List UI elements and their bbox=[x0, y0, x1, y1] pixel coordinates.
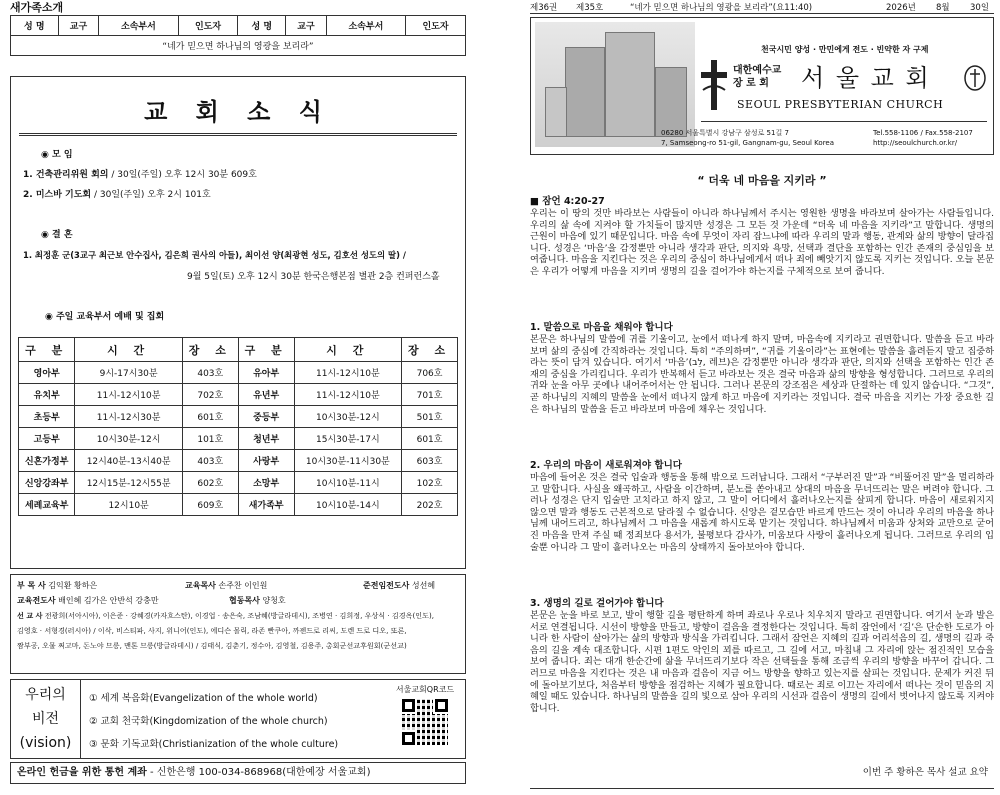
vision-item: ③ 문화 기독교화(Christianization of the whole culture) bbox=[89, 739, 339, 750]
denomination: 대한예수교 장 로 회 bbox=[733, 65, 782, 89]
church-name-english: SEOUL PRESBYTERIAN CHURCH bbox=[737, 98, 944, 111]
sermon-title: “ 더욱 네 마음을 지키라 ” bbox=[697, 174, 827, 187]
qr-label: 서울교회QR코드 bbox=[395, 685, 455, 694]
date-year: 2026년 bbox=[886, 3, 916, 13]
staff-box bbox=[10, 574, 466, 674]
contact: Tel.558-1106 / Fax.558-2107 http://seoulchurch.or.kr/ bbox=[873, 129, 973, 147]
col-header: 성 명 bbox=[11, 16, 59, 36]
table-row: 영아부 9시-17시30분 403호 유아부 11시-12시10분 706호 bbox=[19, 362, 458, 384]
meeting-item: 2. 미스바 기도회 / 30일(주일) 오후 2시 101호 bbox=[23, 190, 211, 200]
col-header: 인도자 bbox=[178, 16, 238, 36]
sermon-point: 1. 말씀으로 마음을 채워야 합니다 본문은 하나님의 말씀에 귀를 기울이고, 눈에서 떠나게 하지 말며, 마음속에 지키라고 권면합니다. 말씀을 듣고 바라보며 삶의 중심에 간직하라는 것입니다. 특히 “주의하며”, “귀를 기울이라”는 표현에는 말씀을 흘려듣지 말고 집중하라는 뜻이 담겨 있습니다. 여기서 ‘마음’(לֵב, 레브)은 감정뿐만 아니라 생각과 판단, 의지와 선택을 포함하는 인간 존재의 중심을 가리킵니다. 우리가 반복해서 듣고 바라보는 것은 결국 마음과 삶의 방향을 형성합니다. 그러므로 우리의 귀와 눈을 아무 곳에나 내어주어서는 안 됩니다. 그러나 본문의 강조점은 세상과 단절하는 데 있지 않습니다. “그것”, 곧 하나님의 지혜의 말씀을 눈에서 떠나지 않게 하고 마음에 지키라는 것입니다. 결국 마음을 지키는 가장 중요한 길은 하나님의 말씀을 듣고 바라보며 마음에 채우는 것입니다. bbox=[530, 322, 994, 415]
col-header: 시 간 bbox=[294, 338, 402, 362]
church-name: 서 울 교 회 bbox=[801, 64, 931, 92]
address: 06280 서울특별시 강남구 삼성로 51길 7 7, Samseong-ro 51-gil, Gangnam-gu, Seoul Korea bbox=[661, 129, 835, 147]
table-row: 신혼가정부 12시40분-13시40분 403호 사랑부 10시30분-11시30분 603호 bbox=[19, 450, 458, 472]
table-row: 유치부 11시-12시10분 702호 유년부 11시-12시10분 701호 bbox=[19, 384, 458, 406]
wedding-heading: ◉ 결 혼 bbox=[41, 230, 73, 240]
col-header: 인도자 bbox=[405, 16, 465, 36]
new-family-label: 새가족소개 bbox=[10, 1, 64, 14]
title-divider bbox=[19, 133, 457, 136]
table-row: 고등부 10시30분-12시 101호 청년부 15시30분-17시 601호 bbox=[19, 428, 458, 450]
motto: “네가 믿으면 하나님의 영광을 보리라” bbox=[11, 36, 466, 56]
qr-code[interactable] bbox=[387, 684, 463, 756]
table-row: 신앙강좌부 12시15분-12시55분 602호 소망부 10시10분-11시 102호 bbox=[19, 472, 458, 494]
schedule-table bbox=[18, 337, 458, 516]
masthead-divider bbox=[701, 121, 987, 122]
donation-account: 온라인 헌금을 위한 통헌 계좌 - 신한은행 100-034-868968(대한예장 서울교회) bbox=[10, 762, 466, 784]
vision-item: ② 교회 천국화(Kingdomization of the whole church) bbox=[89, 716, 328, 727]
staff-line: 교육전도사 배인혜 김가은 안반석 강충만 협동목사 양청호 bbox=[17, 596, 286, 605]
wedding-line: 1. 최정훈 군(3교구 최근보 안수집사, 김은희 권사의 아들), 최이선 양(최광현 성도, 김호선 성도의 딸) / bbox=[23, 250, 406, 260]
sermon-intro: ■ 잠언 4:20-27 우리는 이 땅의 것만 바라보는 사람들이 아니라 하나님께서 주시는 영원한 생명을 바라보며 살아가는 사람들입니다. 우리의 삶 속에 지켜야 할 가치들이 많지만 성경은 그 모든 것 가운데 “더욱 네 마음을 지키라”고 말합니다. 생명의 근원이 마음에 있기 때문입니다. 마음 속에 무엇이 자리 잡느냐에 따라 우리의 말과 행동, 관계와 삶의 방향이 달라집니다. 성경은 ‘마음’을 감정뿐만 아니라 생각과 판단, 의지와 욕망, 선택과 결단을 포함하는 인간 존재의 중심임을 보여줍니다. 마음을 지킨다는 것은 우리의 중심이 하나님에게서 떠나 죄에 빼앗기지 않도록 지키는 것입니다. 오늘 본문은 우리가 어떻게 마음을 지키며 생명의 길을 걸어가야 하는지를 구체적으로 보여 줍니다. bbox=[530, 196, 994, 277]
col-header: 소속부서 bbox=[326, 16, 405, 36]
sermon-signature: 이번 주 황하은 목사 설교 요약 bbox=[862, 767, 988, 778]
sermon-point: 2. 우리의 마음이 새로워져야 합니다 마음에 들어온 것은 결국 입술과 행동을 통해 밖으로 드러납니다. 그래서 “구부러진 말”과 “비뚤어진 말”을 멀리하라고 말합니다. 사실을 왜곡하고, 사람을 이간하며, 분노를 쏟아내고 상대의 마음을 무너뜨리는 말은 버려야 합니다. 그러나 성경은 단지 입술만 고치라고 하지 않고, 그 말이 어디에서 흘러나오는지를 살피게 합니다. 마음이 새로워지지 않으면 말과 행동도 근본적으로 달라질 수 없습니다. 신앙은 겉모습만 바르게 만드는 것이 아니라 우리의 마음을 하나님께 내어드리고, 하나님께서 그 마음을 새롭게 하시도록 맡기는 것입니다. 하나님께서 미움과 상처와 교만으로 굳어진 마음을 만져 주실 때 정죄보다 용서가, 불평보다 감사가, 미움보다 사랑이 흘러나오게 됩니다. 그러므로 우리의 입술뿐 아니라 그 말이 흘러나오는 마음의 상태까지 돌아보아야 합니다. bbox=[530, 460, 994, 553]
vision-title: 우리의 비전 (vision) bbox=[11, 680, 81, 758]
masthead bbox=[530, 17, 994, 155]
scripture-reference: ■ 잠언 4:20-27 bbox=[530, 196, 605, 207]
header-motto: “네가 믿으면 하나님의 영광을 보리라”(요11:40) bbox=[630, 3, 813, 13]
qr-image bbox=[402, 699, 448, 745]
col-header: 성 명 bbox=[238, 16, 286, 36]
table-row: 세례교육부 12시10분 609호 새가족부 10시10분-14시 202호 bbox=[19, 494, 458, 516]
website-link[interactable]: http://seoulchurch.or.kr/ bbox=[873, 139, 958, 147]
meeting-heading: ◉ 모 임 bbox=[41, 150, 73, 160]
col-header: 교구 bbox=[286, 16, 327, 36]
col-header: 장 소 bbox=[402, 338, 458, 362]
wedding-line: 9월 5일(토) 오후 12시 30분 한국은행본점 별관 2층 컨퍼런스홀 bbox=[187, 272, 440, 282]
col-header: 시 간 bbox=[75, 338, 183, 362]
col-header: 구 분 bbox=[238, 338, 294, 362]
page-end-rule bbox=[530, 788, 994, 789]
vision-box bbox=[10, 679, 466, 759]
col-header: 소속부서 bbox=[99, 16, 178, 36]
staff-line: 선 교 사 전광희(서아시아), 이은준 · 강혜경(카자흐스탄), 이경업 · 송은숙, 조남혜(방글라데시), 조병연 · 김희정, 우상식 · 김경옥(인도), bbox=[17, 611, 434, 620]
staff-line: 짬부공, 오물 쩌고마, 돈노야 므릉, 맨톤 므릉(방글라데시) / 김태식, 김춘기, 정수아, 김영철, 김용주, 총회군선교후원회(군선교) bbox=[17, 641, 407, 650]
new-family-table bbox=[10, 15, 466, 56]
right-page bbox=[530, 0, 994, 795]
left-page bbox=[10, 0, 466, 795]
table-row: 초등부 11시-12시30분 601호 중등부 10시30분-12시 501호 bbox=[19, 406, 458, 428]
col-header: 장 소 bbox=[182, 338, 238, 362]
date-month: 8월 bbox=[936, 3, 950, 13]
meeting-item: 1. 건축관리위원 회의 / 30일(주일) 오후 12시 30분 609호 bbox=[23, 170, 257, 180]
staff-line: 김영호 · 서형경(러시아) / 이삭, 비스티파, 사지, 위니어(인도), 에디슨 몰릭, 라존 빤쿠아, 까젠드로 리씨, 도렌 드로 디오, 또론, bbox=[17, 626, 407, 635]
col-header: 교구 bbox=[58, 16, 99, 36]
staff-line: 부 목 사 김익환 황하은 교육목사 손주찬 이인원 준전임전도사 성선혜 bbox=[17, 581, 436, 590]
sermon-point: 3. 생명의 길로 걸어가야 합니다 본문은 눈을 바로 보고, 발이 행할 길을 평탄하게 하며 좌로나 우로나 치우치지 말라고 권면합니다. 여기서 눈과 발은 서로 연결됩니다. 시선이 방향을 만들고, 방향이 걸음을 결정한다는 것입니다. 특히 잠언에서 ‘길’은 단순한 도로가 아니라 한 사람이 살아가는 삶의 방향과 방식을 가리킵니다. 그래서 잠언은 지혜의 길과 어리석음의 길, 생명의 길과 죽음의 길을 계속 대조합니다. 시편 1편도 악인의 꾀를 따르고, 그 길에 서고, 마침내 그 자리에 앉는 점진적인 모습을 보여 줍니다. 죄는 대개 한순간에 삶을 무너뜨리기보다 작은 선택들을 통해 조금씩 우리의 방향을 바꾸어 갑니다. 그러므로 마음을 지킨다는 것은 내 마음과 걸음이 지금 어느 방향을 향하고 있는지를 살피는 것입니다. 문제가 커진 뒤에 돌아보기보다, 처음부터 방향을 점검하는 지혜가 필요합니다. 때로는 죄로 이끄는 자리에서 떠나는 것이 믿음의 지혜일 때도 있습니다. 하나님의 말씀을 길의 빛으로 삼아 우리의 시선과 걸음이 생명의 길에서 벗어나지 않도록 지켜야 합니다. bbox=[530, 598, 994, 714]
schedule-heading: ◉ 주일 교육부서 예배 및 집회 bbox=[45, 312, 165, 322]
mission-text: 천국시민 양성 · 만민에게 전도 · 빈약한 자 구제 bbox=[761, 45, 929, 54]
vision-item: ① 세계 복음화(Evangelization of the whole world) bbox=[89, 693, 318, 704]
col-header: 구 분 bbox=[19, 338, 75, 362]
date-day: 30일 bbox=[970, 3, 990, 13]
news-title: 교 회 소 식 bbox=[144, 97, 332, 126]
issue-number: 제35호 bbox=[576, 3, 604, 13]
issue-header bbox=[530, 0, 994, 14]
cross-logo-icon bbox=[701, 60, 727, 110]
church-seal-icon bbox=[963, 64, 987, 92]
volume: 제36권 bbox=[530, 3, 558, 13]
